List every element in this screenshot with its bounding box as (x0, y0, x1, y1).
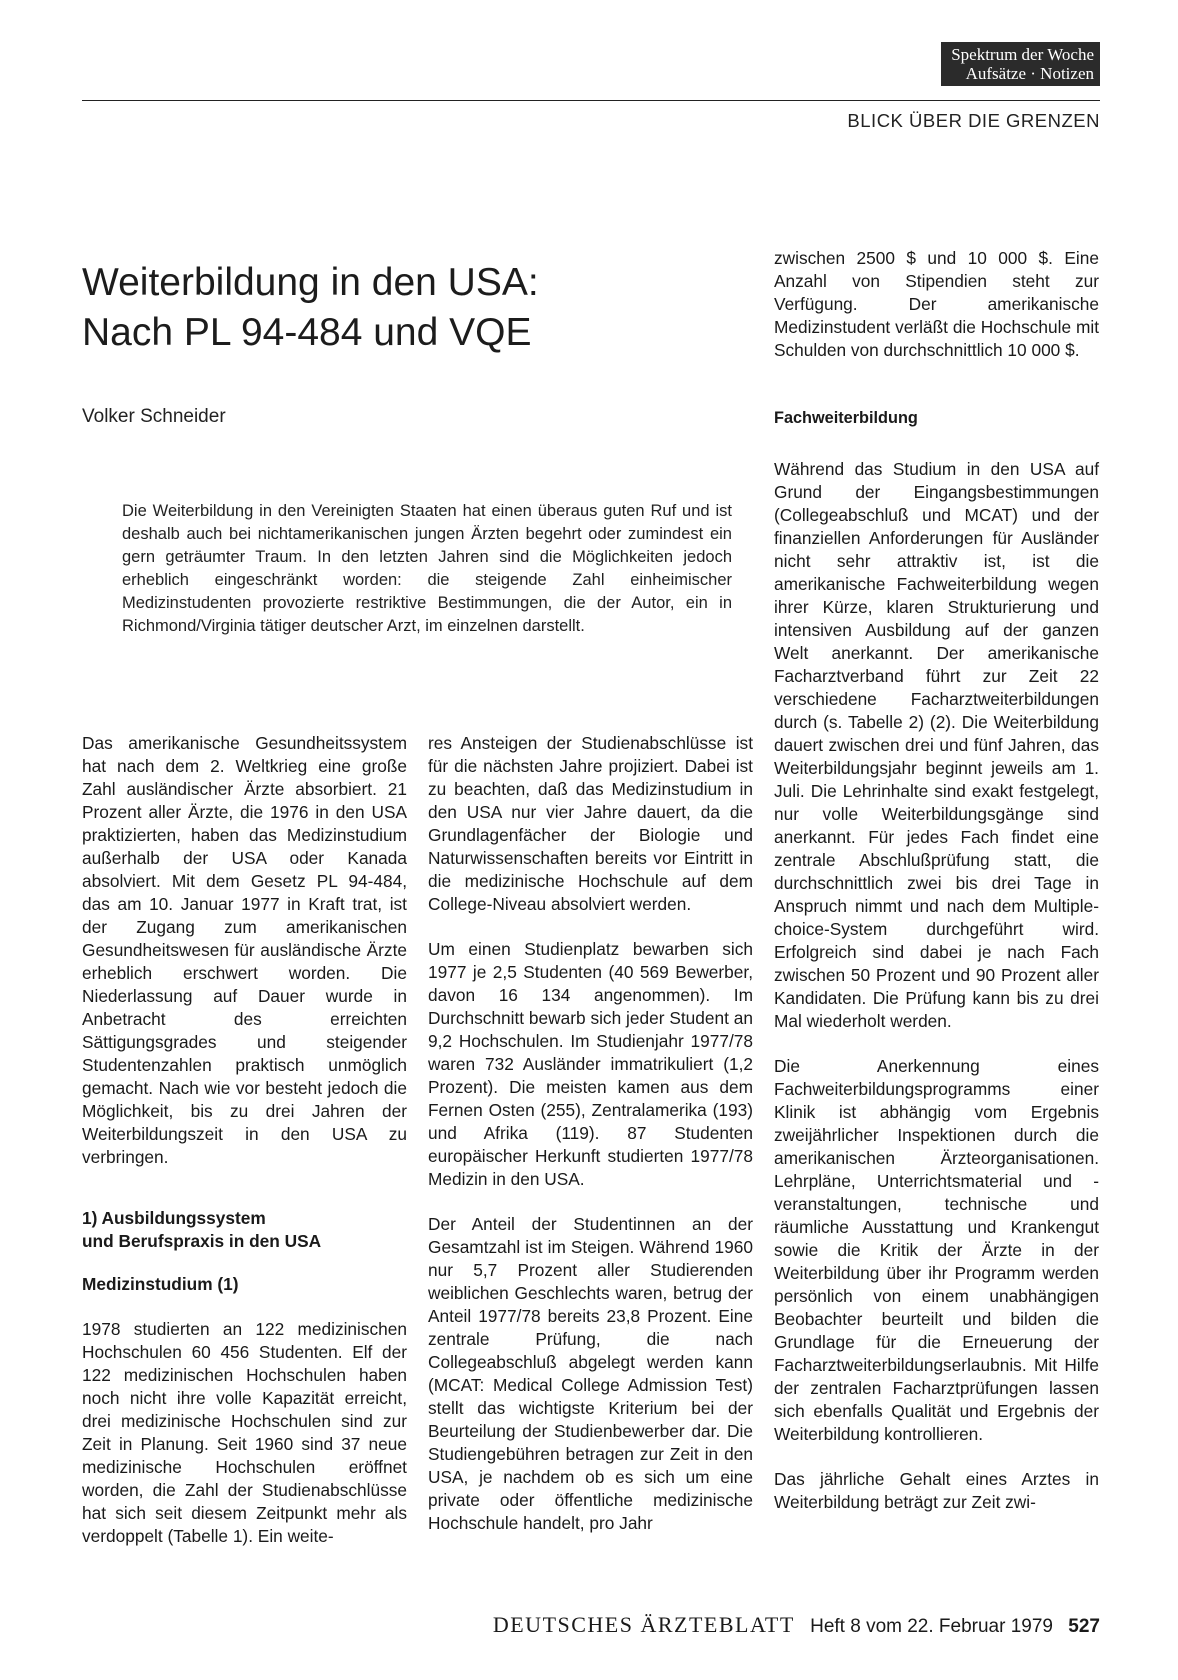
text-column-3 (774, 247, 1099, 1536)
header-rule (82, 100, 1100, 101)
section-badge (941, 42, 1100, 86)
section-heading (82, 1207, 407, 1253)
paragraph: Während das Studium in den USA auf Grund der Eingangsbestimmungen (Collegeabschluß und MCAT) und der finanziellen Anforderungen für Ausländer nicht sehr attraktiv ist, ist die amerikanische Fachweiterbildung wegen ihrer Kürze, klaren Strukturierung und intensiven Ausbildung auf der ganzen Welt anerkannt. Der amerikanische Facharztverband führt zur Zeit 22 verschiedene Facharztweiterbildungen durch (s. Tabelle 2) (2). Die Weiterbildung dauert zwischen drei und fünf Jahren, das Weiterbildungsjahr beginnt jeweils am 1. Juli. Die Lehrinhalte sind exakt festgelegt, nur volle Weiterbildungsgänge sind anerkannt. Für jedes Fach findet eine zentrale Abschlußprüfung statt, die durchschnittlich zwei bis drei Tage in Anspruch nimmt und nach dem Multiple-choice-System durchgeführt wird. Erfolgreich sind dabei je nach Fach zwischen 50 Prozent und 90 Prozent aller Kandidaten. Die Prüfung kann bis zu drei Mal wiederholt werden. (774, 459, 1099, 1031)
subsection-heading: Medizinstudium (1) (82, 1274, 239, 1294)
title-line-1: Weiterbildung in den USA: (82, 261, 539, 304)
paragraph: Das amerikanische Gesundheitssystem hat nach dem 2. Weltkrieg eine große Zahl ausländischer Ärzte absorbiert. 21 Prozent aller Ärzte, die 1976 in den USA praktizierten, haben das Medizinstudium außerhalb der USA oder Kanada absolviert. Mit dem Gesetz PL 94-484, das am 10. Januar 1977 in Kraft trat, ist der Zugang zum amerikanischen Gesundheitswesen für ausländische Ärzte erheblich erschwert worden. Die Niederlassung auf Dauer wurde in Anbetracht des erreichten Sättigungsgrades und steigender Studentenzahlen praktisch unmöglich gemacht. Nach wie vor besteht jedoch die Möglichkeit, bis zu drei Jahren der Weiterbildungszeit in den USA zu verbringen. (82, 733, 407, 1167)
author-name: Volker Schneider (82, 406, 226, 427)
badge-line-1: Spektrum der Woche (951, 45, 1094, 64)
journal-name: DEUTSCHES ÄRZTEBLATT (492, 1612, 795, 1637)
section-label: BLICK ÜBER DIE GRENZEN (847, 110, 1100, 131)
paragraph: res Ansteigen der Studienabschlüsse ist für die nächsten Jahre projiziert. Dabei ist zu beachten, daß das Medizinstudium in den USA nur vier Jahre dauert, da die Grundlagenfächer der Biologie und Naturwissenschaften bereits vor Eintritt in die medizinische Hochschule auf dem College-Niveau absolviert werden. (428, 733, 753, 914)
heading-line: und Berufspraxis in den USA (82, 1231, 322, 1251)
paragraph: Um einen Studienplatz bewarben sich 1977 je 2,5 Studenten (40 569 Bewerber, davon 16 134 angenommen). Im Durchschnitt bewarb sich jeder Student an 9,2 Hochschulen. Im Studienjahr 1977/78 waren 732 Ausländer immatrikuliert (1,2 Prozent). Die meisten kamen aus dem Fernen Osten (255), Zentralamerika (193) und Afrika (119). 87 Studenten europäischer Herkunft studierten 1977/78 Medizin in den USA. (428, 939, 753, 1189)
page-footer (493, 1612, 1100, 1638)
paragraph: Die Anerkennung eines Fachweiterbildungsprogramms einer Klinik ist abhängig vom Ergebnis zweijährlicher Inspektionen durch die amerikanischen Ärzteorganisationen. Lehrpläne, Unterrichtsmaterial und -veranstaltungen, technische und räumliche Ausstattung und Krankengut sowie die Kritik der Ärzte in der Weiterbildung über ihr Programm werden persönlich von einem unabhängigen Beobachter beurteilt und bilden die Grundlage für die Erneuerung der Facharztweiterbildungserlaubnis. Mit Hilfe der zentralen Facharztprüfungen lassen sich ebenfalls Qualität und Ergebnis der Weiterbildung kontrollieren. (774, 1056, 1099, 1444)
badge-line-2: Aufsätze · Notizen (965, 64, 1094, 83)
paragraph: Das jährliche Gehalt eines Arztes in Weiterbildung beträgt zur Zeit zwi- (774, 1469, 1099, 1512)
article-abstract: Die Weiterbildung in den Vereinigten Staaten hat einen überaus guten Ruf und ist deshalb auch bei nichtamerikanischen jungen Ärzten begehrt oder zumindest ein gern geträumter Traum. In den letzten Jahren sind die Möglichkeiten jedoch erheblich eingeschränkt worden: die steigende Zahl einheimischer Medizinstudenten provozierte restriktive Bestimmungen, die der Autor, ein in Richmond/Virginia tätiger deutscher Arzt, im einzelnen darstellt. (122, 502, 732, 635)
subsection-heading: Fachweiterbildung (774, 409, 918, 427)
page-number: 527 (1068, 1616, 1100, 1637)
paragraph: Der Anteil der Studentinnen an der Gesamtzahl ist im Steigen. Während 1960 nur 5,7 Prozent aller Studierenden weiblichen Geschlechts waren, betrug der Anteil 1977/78 bereits 23,8 Prozent. Eine zentrale Prüfung, die nach Collegeabschluß abgelegt werden kann (MCAT: Medical College Admission Test) stellt das wichtigste Kriterium bei der Beurteilung der Studienbewerber dar. Die Studiengebühren betragen zur Zeit in den USA, je nachdem ob es sich um eine private oder öffentliche medizinische Hochschule handelt, pro Jahr (428, 1214, 753, 1533)
text-column-2 (428, 732, 753, 1557)
text-column-1 (82, 732, 407, 1570)
issue-info: Heft 8 vom 22. Februar 1979 (810, 1616, 1054, 1637)
article-title (82, 258, 722, 358)
paragraph: 1978 studierten an 122 medizinischen Hochschulen 60 456 Studenten. Elf der 122 medizinischen Hochschulen haben noch nicht ihre volle Kapazität erreicht, drei medizinische Hochschulen sind zur Zeit in Planung. Seit 1960 sind 37 neue medizinische Hochschulen eröffnet worden, die Zahl der Studienabschlüsse hat sich seit diesem Zeitpunkt mehr als verdoppelt (Tabelle 1). Ein weite- (82, 1319, 407, 1546)
heading-line: 1) Ausbildungssystem (82, 1208, 266, 1228)
paragraph: zwischen 2500 $ und 10 000 $. Eine Anzahl von Stipendien steht zur Verfügung. Der amerikanische Medizinstudent verläßt die Hochschule mit Schulden von durchschnittlich 10 000 $. (774, 248, 1099, 360)
title-line-2: Nach PL 94-484 und VQE (82, 311, 532, 354)
